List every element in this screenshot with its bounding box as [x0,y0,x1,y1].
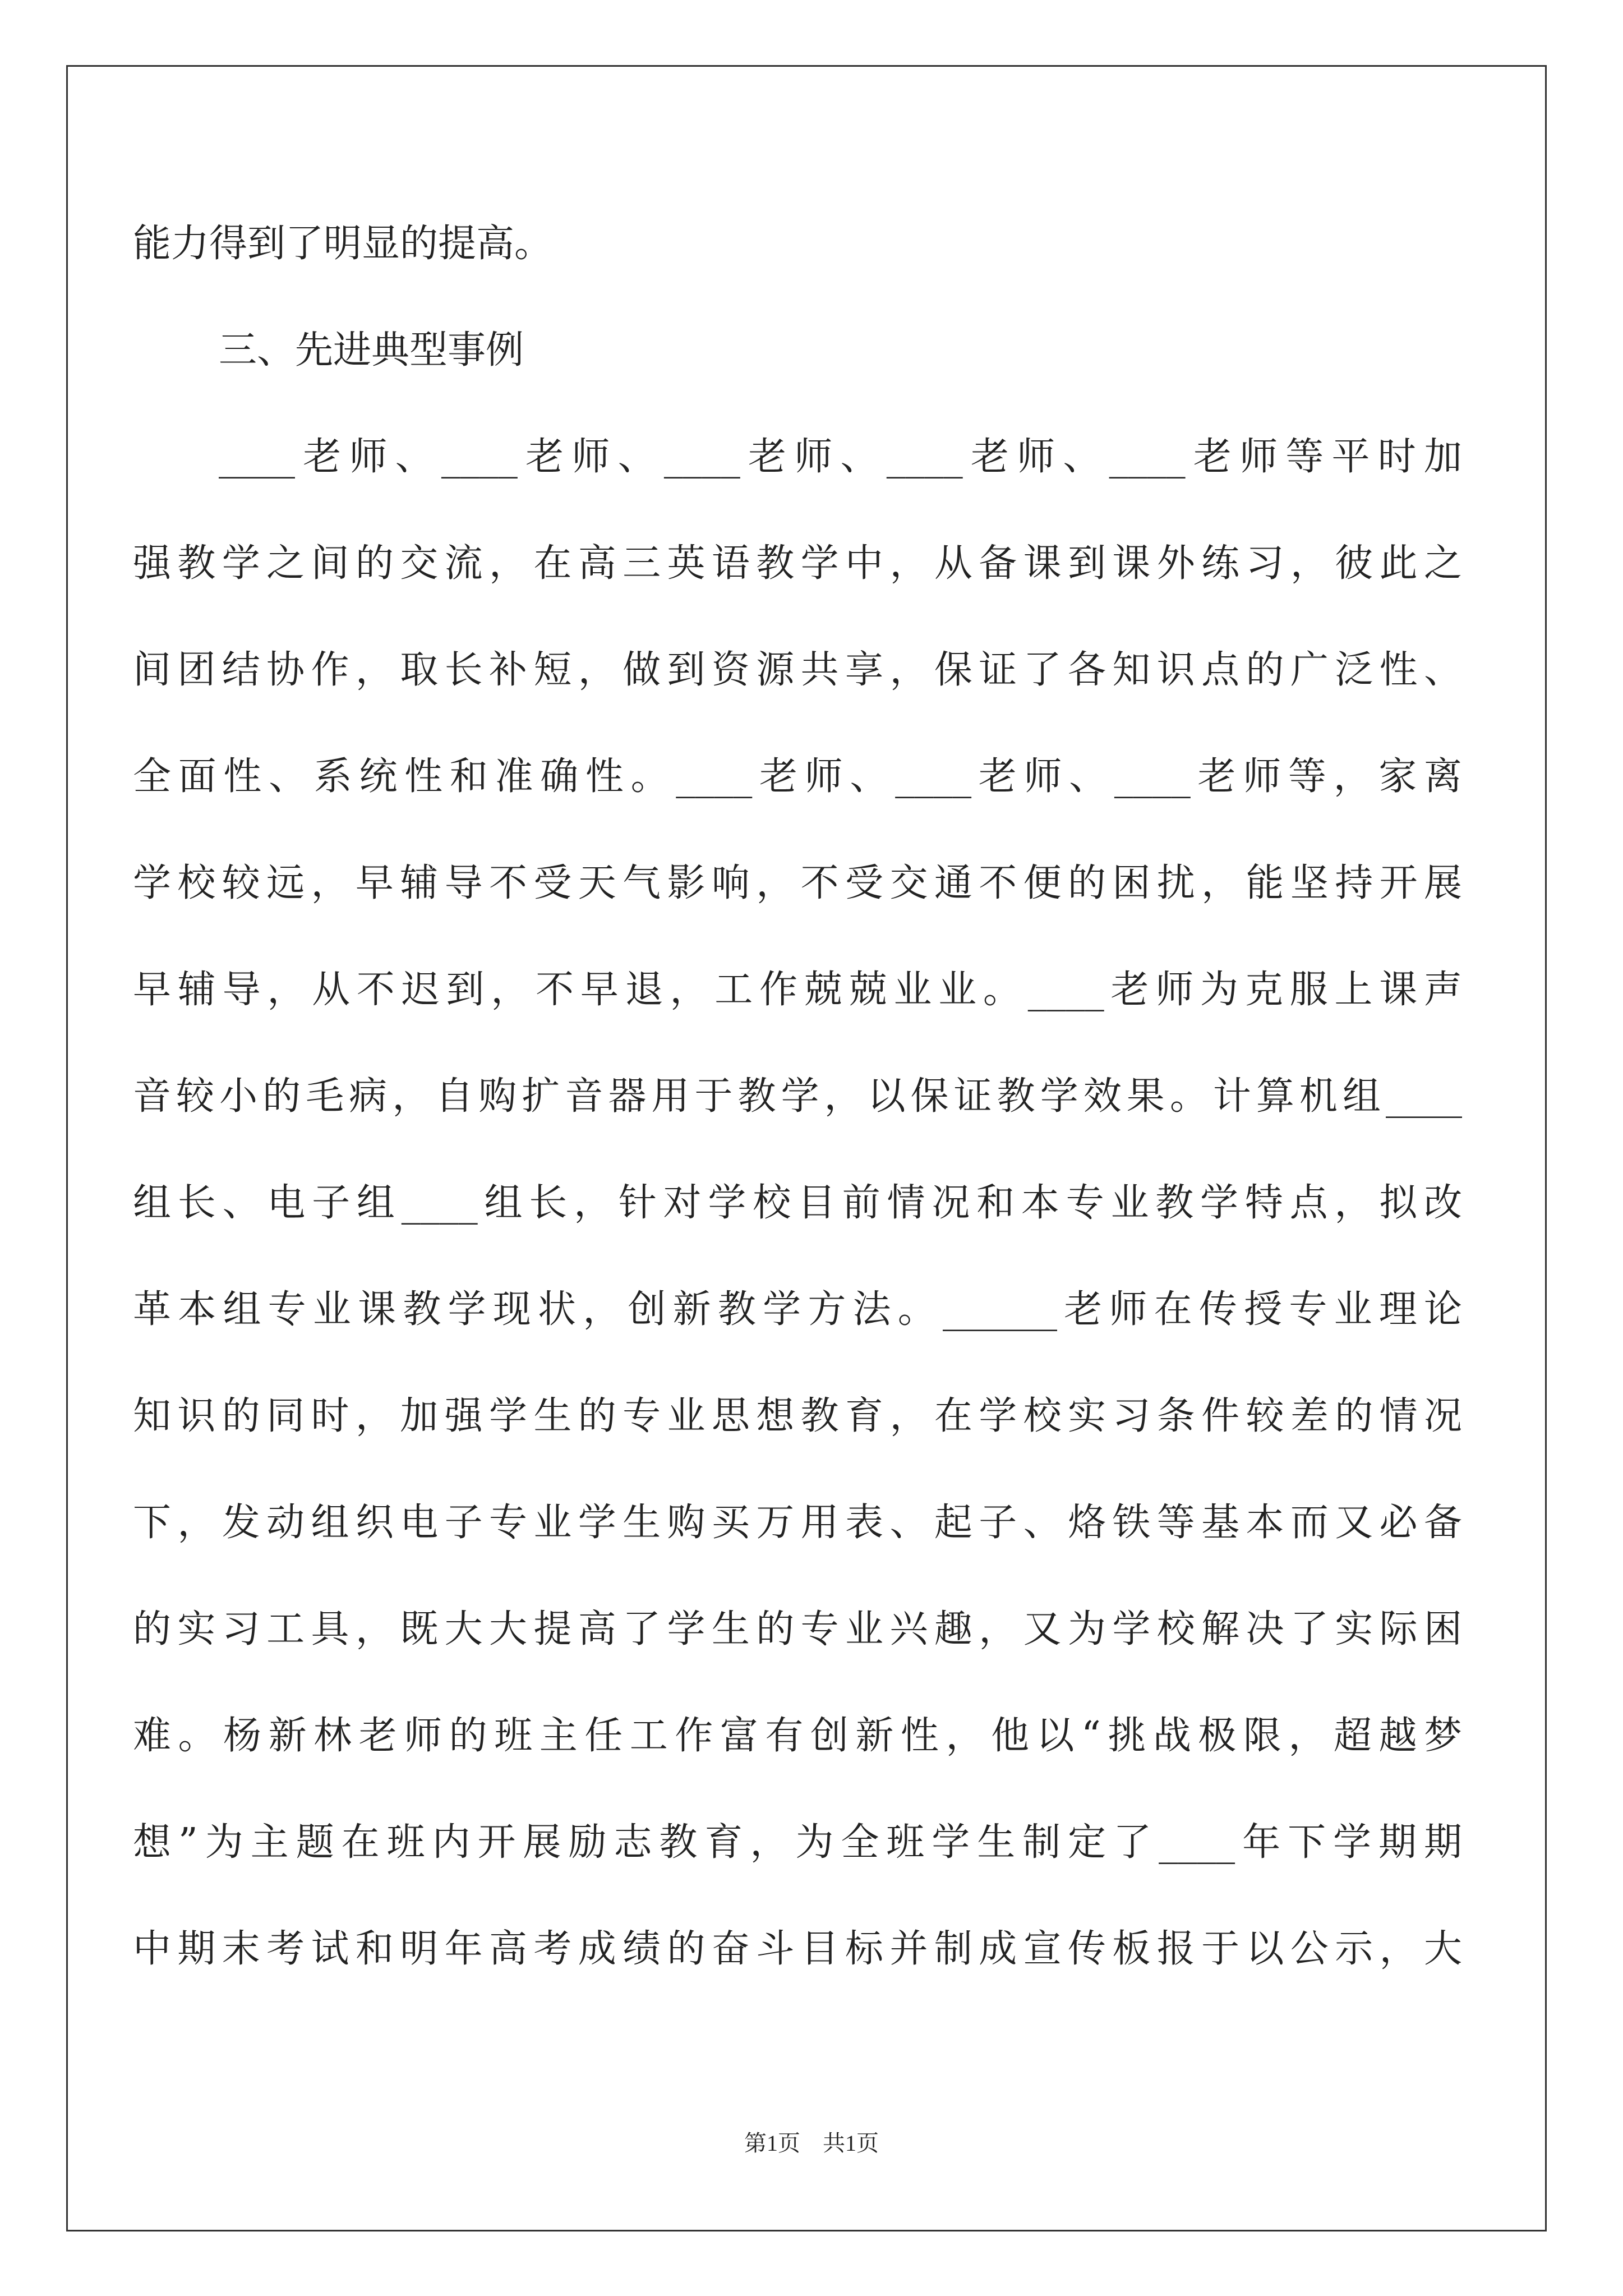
section-heading: 三、先进典型事例 [219,328,524,372]
text-line-3: ____老师、____老师、____老师、____老师、____老师等平时加 [219,435,1462,479]
text-line-5: 间团结协作，取长补短，做到资源共享，保证了各知识点的广泛性、 [133,648,1462,692]
text-line-14: 的实习工具，既大大提高了学生的专业兴趣，又为学校解决了实际困 [133,1607,1462,1651]
text-line-17: 中期末考试和明年高考成绩的奋斗目标并制成宣传板报于以公示，大 [133,1927,1462,1971]
page-border [66,65,1547,2231]
text-line-10: 组长、电子组____组长，针对学校目前情况和本专业教学特点，拟改 [133,1181,1462,1225]
text-line-6: 全面性、系统性和准确性。____老师、____老师、____老师等，家离 [133,754,1462,799]
text-line-15: 难。杨新林老师的班主任工作富有创新性，他以“挑战极限，超越梦 [133,1714,1462,1758]
text-line-11: 革本组专业课教学现状，创新教学方法。______老师在传授专业理论 [133,1287,1462,1332]
text-line-1: 能力得到了明显的提高。 [133,222,553,266]
text-line-7: 学校较远，早辅导不受天气影响，不受交通不便的困扰，能坚持开展 [133,861,1462,905]
page-number-footer: 第1页 共1页 [744,2131,879,2156]
text-line-13: 下，发动组织电子专业学生购买万用表、起子、烙铁等基本而又必备 [133,1501,1462,1545]
text-line-9: 音较小的毛病，自购扩音器用于教学，以保证教学效果。计算机组____ [133,1074,1462,1119]
text-line-16: 想”为主题在班内开展励志教育，为全班学生制定了____年下学期期 [133,1820,1462,1865]
text-line-8: 早辅导，从不迟到，不早退，工作兢兢业业。____老师为克服上课声 [133,968,1462,1012]
text-line-12: 知识的同时，加强学生的专业思想教育，在学校实习条件较差的情况 [133,1394,1462,1438]
text-line-4: 强教学之间的交流，在高三英语教学中，从备课到课外练习，彼此之 [133,541,1462,586]
